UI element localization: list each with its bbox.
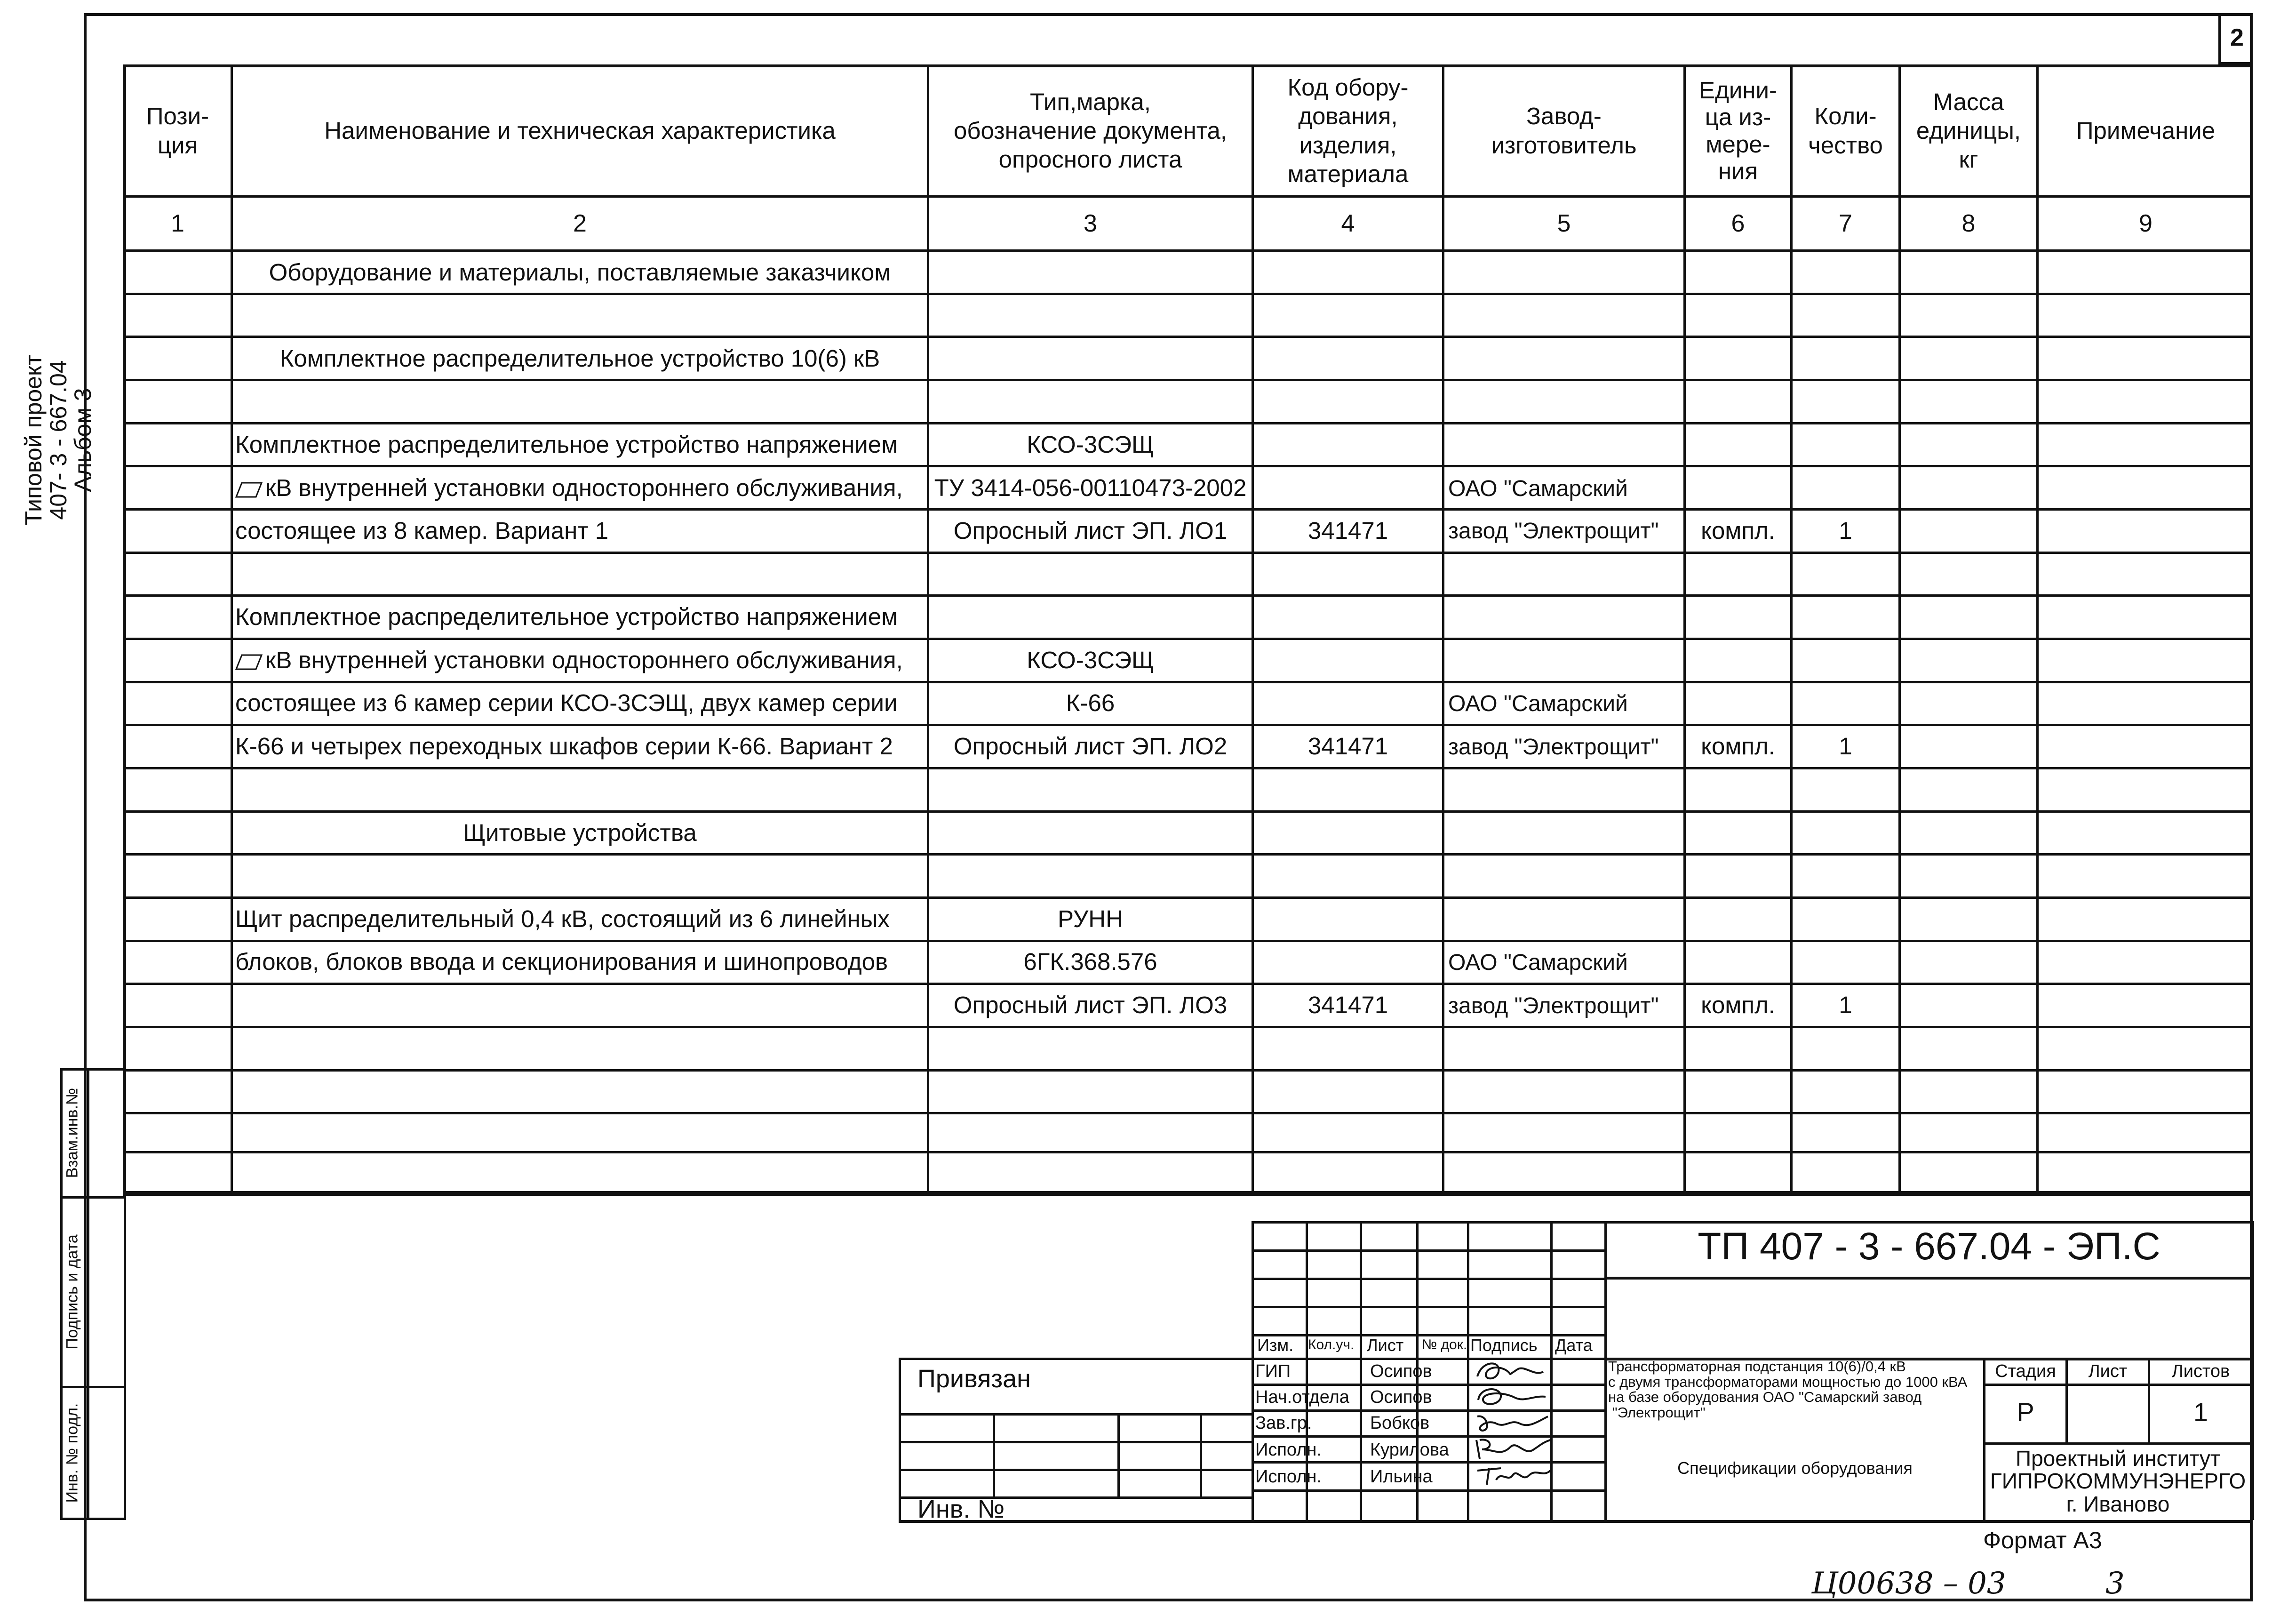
description-line: с двумя трансформаторами мощностью до 1000 кВА xyxy=(1608,1373,1968,1390)
signer-name: Курилова xyxy=(1370,1440,1449,1460)
signature-ispoln2 xyxy=(1473,1461,1553,1489)
col-number: 6 xyxy=(1731,210,1745,237)
item-name: К-66 и четырех переходных шкафов серии К-66. Вариант 2 xyxy=(235,733,893,760)
organization xyxy=(1985,1447,2251,1515)
header-qty: Коли- чество xyxy=(1808,103,1883,159)
side-label-line2: 407- 3 - 667.04 xyxy=(45,360,72,520)
side-inv-label: Инв. № подл. xyxy=(63,1403,81,1503)
item-type: КСО-3СЭЩ xyxy=(1027,431,1154,458)
item-maker: ОАО "Самарский xyxy=(1448,950,1628,975)
blank-voltage-field xyxy=(235,481,263,498)
item-maker: ОАО "Самарский xyxy=(1448,476,1628,501)
stage-value: Р xyxy=(2017,1397,2034,1427)
item-unit: компл. xyxy=(1701,517,1775,544)
col-number: 7 xyxy=(1839,210,1852,237)
item-code: 341471 xyxy=(1307,992,1388,1018)
item-name-row xyxy=(235,474,903,501)
col-number: 1 xyxy=(171,210,184,237)
sheet-number: 2 xyxy=(2218,13,2253,65)
header-code: Код обору- дования, изделия, материала xyxy=(1287,74,1409,187)
item-qty: 1 xyxy=(1839,733,1852,760)
format-label: Формат А3 xyxy=(1983,1527,2102,1553)
col-number: 9 xyxy=(2139,210,2152,237)
header-maker: Завод- изготовитель xyxy=(1491,103,1637,159)
item-name: кВ внутренней установки одностороннего обслуживания, xyxy=(265,647,903,673)
sheet-header: Лист xyxy=(2088,1361,2128,1381)
signer-name: Бобков xyxy=(1370,1413,1430,1433)
header-position: Пози- ция xyxy=(146,103,209,159)
header-name: Наименование и техническая характеристика xyxy=(324,117,836,144)
description-line: "Электрощит" xyxy=(1608,1404,1706,1421)
item-qty: 1 xyxy=(1839,517,1852,544)
item-name-row xyxy=(235,647,903,673)
item-name: состоящее из 8 камер. Вариант 1 xyxy=(235,517,609,544)
rev-header-data: Дата xyxy=(1555,1336,1593,1355)
item-maker: завод "Электрощит" xyxy=(1448,519,1659,544)
rev-header-podpis: Подпись xyxy=(1470,1336,1538,1355)
side-label-line3: Альбом 3 xyxy=(70,388,96,492)
rev-header-docno: № док. xyxy=(1422,1337,1467,1352)
item-unit: компл. xyxy=(1701,992,1775,1018)
inv-no-label: Инв. № xyxy=(917,1495,1005,1523)
item-type: РУНН xyxy=(1058,905,1123,932)
rev-header-izm: Изм. xyxy=(1257,1336,1294,1355)
header-type: Тип,марка, обозначение документа, опросного листа xyxy=(953,88,1228,173)
description-line: на базе оборудования ОАО "Самарский завод xyxy=(1608,1389,1922,1406)
col-number: 5 xyxy=(1557,210,1571,237)
item-name: Комплектное распределительное устройство напряжением xyxy=(235,603,898,630)
item-qty: 1 xyxy=(1839,992,1852,1018)
item-name: блоков, блоков ввода и секционирования и шинопроводов xyxy=(235,948,888,975)
org-line: Проектный институт xyxy=(2016,1446,2220,1471)
section-heading: Оборудование и материалы, поставляемые заказчиком xyxy=(269,259,891,286)
col-number: 8 xyxy=(1961,210,1976,237)
item-type: Опросный лист ЭП. ЛО2 xyxy=(953,733,1228,760)
item-type: К-66 xyxy=(1066,689,1115,716)
item-unit: компл. xyxy=(1701,733,1775,760)
item-type: Опросный лист ЭП. ЛО1 xyxy=(953,517,1228,544)
side-label-line1: Типовой проект xyxy=(20,354,47,526)
side-podpis-label: Подпись и дата xyxy=(63,1234,81,1350)
sheets-value: 1 xyxy=(2193,1397,2208,1427)
handwritten-page-number: 3 xyxy=(2105,1566,2125,1601)
stage-header: Стадия xyxy=(1995,1361,2056,1381)
signer-name: Осипов xyxy=(1370,1387,1432,1407)
item-name: кВ внутренней установки одностороннего обслуживания, xyxy=(265,474,903,501)
spec-title: Спецификации оборудования xyxy=(1677,1458,1913,1478)
blank-voltage-field xyxy=(235,654,263,671)
signer-role: Нач.отдела xyxy=(1255,1387,1349,1407)
header-unit: Едини- ца из- мере- ния xyxy=(1699,77,1777,184)
item-type: 6ГК.368.576 xyxy=(1023,948,1157,975)
side-vzam-label: Взам.инв.№ xyxy=(63,1088,81,1178)
side-project-label xyxy=(21,308,101,572)
rev-header-list: Лист xyxy=(1367,1336,1404,1355)
section-heading: Щитовые устройства xyxy=(463,819,697,846)
signer-role: Исполн. xyxy=(1255,1440,1322,1460)
signature-zavgr xyxy=(1473,1409,1553,1438)
item-maker: завод "Электрощит" xyxy=(1448,735,1659,760)
rev-header-koluch: Кол.уч. xyxy=(1308,1337,1355,1352)
signer-role: Зав.гр. xyxy=(1255,1413,1312,1433)
item-code: 341471 xyxy=(1307,517,1388,544)
handwritten-archive-number: Ц00638 – 03 xyxy=(1811,1566,2006,1601)
privyazan-label: Привязан xyxy=(917,1365,1031,1393)
document-code: ТП 407 - 3 - 667.04 - ЭП.С xyxy=(1698,1225,2160,1268)
object-description xyxy=(1608,1359,1985,1420)
section-heading: Комплектное распределительное устройство 10(6) кВ xyxy=(279,345,880,372)
item-type: ТУ 3414-056-00110473-2002 xyxy=(934,474,1247,501)
item-name: состоящее из 6 камер серии КСО-3СЭЩ, двух камер серии xyxy=(235,689,898,716)
col-number: 4 xyxy=(1341,210,1355,237)
header-note: Примечание xyxy=(2076,117,2216,144)
signature-gip xyxy=(1473,1358,1553,1386)
col-number: 3 xyxy=(1084,210,1097,237)
item-code: 341471 xyxy=(1307,733,1388,760)
item-type: Опросный лист ЭП. ЛО3 xyxy=(953,992,1228,1018)
sheets-header: Листов xyxy=(2171,1361,2230,1381)
description-line: Трансформаторная подстанция 10(6)/0,4 кВ xyxy=(1608,1358,1906,1375)
item-name: Комплектное распределительное устройство напряжением xyxy=(235,431,898,458)
org-line: ГИПРОКОММУНЭНЕРГО xyxy=(1990,1469,2246,1494)
item-maker: ОАО "Самарский xyxy=(1448,691,1628,716)
signature-nach xyxy=(1473,1384,1553,1412)
header-mass: Масса единицы, кг xyxy=(1916,88,2021,173)
item-name: Щит распределительный 0,4 кВ, состоящий из 6 линейных xyxy=(235,905,890,932)
item-type: КСО-3СЭЩ xyxy=(1027,647,1154,673)
org-line: г. Иваново xyxy=(2066,1491,2170,1516)
signer-role: ГИП xyxy=(1255,1361,1291,1381)
item-maker: завод "Электрощит" xyxy=(1448,993,1659,1018)
signer-name: Осипов xyxy=(1370,1361,1432,1381)
signer-role: Исполн. xyxy=(1255,1467,1322,1487)
signature-ispoln1 xyxy=(1473,1435,1553,1464)
signer-name: Ильина xyxy=(1370,1467,1433,1487)
col-number: 2 xyxy=(573,210,587,237)
